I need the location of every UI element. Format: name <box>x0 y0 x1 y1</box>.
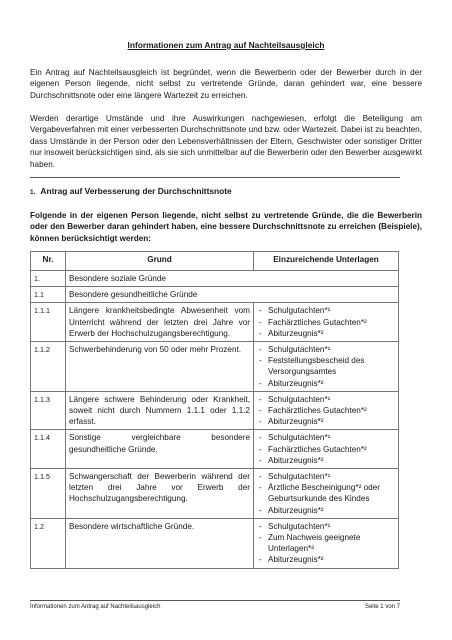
row-number: 1.2 <box>31 518 66 568</box>
table-row <box>31 469 399 519</box>
document-item: - Schulgutachten*¹ <box>259 432 395 443</box>
document-item: - Abiturzeugnis*² <box>259 554 395 565</box>
document-item: - Ärztliche Bescheinigung*² oder Geburtsurkunde des Kindes <box>259 482 395 504</box>
document-item: - Schulgutachten*¹ <box>259 394 395 405</box>
row-reason: Besondere soziale Gründe <box>66 271 399 287</box>
row-number: 1.1 <box>31 287 66 303</box>
header-unterlagen: Einzureichende Unterlagen <box>254 252 399 271</box>
intro-paragraph-1: Ein Antrag auf Nachteilsausgleich ist begründet, wenn die Bewerberin oder der Bewerber durch in der eigenen Person liegende, nicht selbst zu vertretende Gründe, daran gehindert war, eine bessere Durchschnittsnote oder eine längere Wartezeit zu erreichen. <box>30 68 422 100</box>
table-header-row <box>31 252 399 271</box>
table-body <box>31 271 399 569</box>
footer-title: Informationen zum Antrag auf Nachteilsausgleich <box>30 604 161 610</box>
row-documents <box>254 430 399 469</box>
reasons-table <box>30 251 399 569</box>
row-number: 1.1.1 <box>31 303 66 342</box>
document-item: - Fachärztliches Gutachten*² <box>259 405 395 416</box>
document-item: - Abiturzeugnis*² <box>259 378 395 389</box>
row-number: 1.1.3 <box>31 391 66 430</box>
document-item: - Schulgutachten*¹ <box>259 471 395 482</box>
table-row <box>31 303 399 342</box>
table-row <box>31 430 399 469</box>
document-item: - Abiturzeugnis*² <box>259 416 395 427</box>
document-item: - Feststellungsbescheid des Versorgungsamtes <box>259 355 395 377</box>
document-item: - Zum Nachweis geeignete Unterlagen*² <box>259 532 395 554</box>
row-number: 1.1.5 <box>31 469 66 519</box>
document-item: - Fachärztliches Gutachten*² <box>259 317 395 328</box>
table-row <box>31 391 399 430</box>
row-number: 1. <box>31 271 66 287</box>
row-reason: Besondere gesundheitliche Gründe <box>66 287 399 303</box>
table-row <box>31 518 399 568</box>
header-grund: Grund <box>66 252 254 271</box>
document-item: - Schulgutachten*¹ <box>259 305 395 316</box>
row-reason: Besondere wirtschaftliche Gründe. <box>66 518 254 568</box>
document-item: - Schulgutachten*¹ <box>259 344 395 355</box>
document-item: - Abiturzeugnis*² <box>259 455 395 466</box>
row-documents <box>254 469 399 519</box>
row-documents <box>254 303 399 342</box>
table-row <box>31 342 399 392</box>
document-item: - Abiturzeugnis*² <box>259 505 395 516</box>
row-documents <box>254 342 399 392</box>
lead-paragraph: Folgende in der eigenen Person liegende, nicht selbst zu vertretende Gründe, die die Bewerberin oder den Bewerber daran gehindert haben, eine bessere Durchschnittsnote zu erreichen (Beispiele), können berücksichtigt werden: <box>30 211 422 243</box>
document-item: - Fachärztliches Gutachten*² <box>259 444 395 455</box>
document-title: Informationen zum Antrag auf Nachteilsausgleich <box>127 40 325 50</box>
document-item: - Schulgutachten*¹ <box>259 521 395 532</box>
row-reason: Schwerbehinderung von 50 oder mehr Prozent. <box>66 342 254 392</box>
row-number: 1.1.2 <box>31 342 66 392</box>
row-reason: Sonstige vergleichbare besondere gesundheitliche Gründe. <box>66 430 254 469</box>
table-row <box>31 287 399 303</box>
section-divider <box>30 177 400 178</box>
section-number: 1. <box>30 189 36 196</box>
row-reason: Längere krankheitsbedingte Abwesenheit vom Unterricht während der letzten drei Jahre vor Erwerb der Hochschulzugangsberechtigung. <box>66 303 254 342</box>
header-nr: Nr. <box>31 252 66 271</box>
row-reason: Längere schwere Behinderung oder Krankheit, soweit nicht durch Nummern 1.1.1 oder 1.1.2 erfasst. <box>66 391 254 430</box>
intro-paragraph-2: Werden derartige Umstände und ihre Auswirkungen nachgewiesen, erfolgt die Beteiligung am Vergabeverfahren mit einer verbesserten Durchschnittsnote und bzw. oder Wartezeit. Dabei ist zu beachten, dass Umstände in der Person oder den Lebensverhältnissen der Eltern, Geschwister oder sonstiger Dritter nur insoweit berücksichtigen sind, als sie sich unmittelbar auf die Bewerberin oder den Bewerber ausgewirkt haben. <box>30 114 422 169</box>
row-reason: Schwangerschaft der Bewerberin während der letzten drei Jahre vor Erwerb der Hochschulzugangsberechtigung. <box>66 469 254 519</box>
row-documents <box>254 518 399 568</box>
document-item: - Abiturzeugnis*² <box>259 328 395 339</box>
section-title: Antrag auf Verbesserung der Durchschnittsnote <box>40 186 232 196</box>
page-number: Seite 1 von 7 <box>364 604 400 610</box>
section-heading <box>30 186 232 196</box>
table-row <box>31 271 399 287</box>
footer-divider <box>30 600 400 601</box>
row-documents <box>254 391 399 430</box>
row-number: 1.1.4 <box>31 430 66 469</box>
